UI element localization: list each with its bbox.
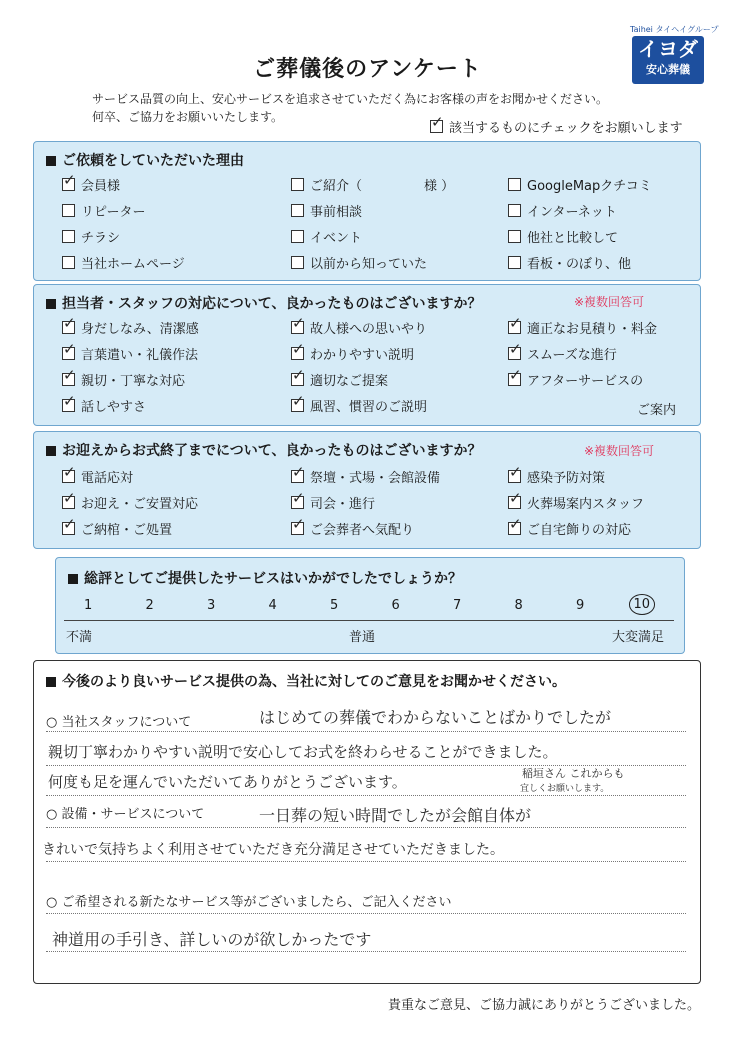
check-mark-icon: ✓ <box>509 366 522 384</box>
checkbox[interactable] <box>291 392 305 412</box>
checkbox[interactable] <box>508 489 522 509</box>
check-mark-icon: ✓ <box>292 463 305 481</box>
check-mark-icon: ✓ <box>292 392 305 410</box>
section-title: 今後のより良いサービス提供の為、当社に対してのご意見をお聞かせください。 <box>46 671 566 691</box>
intro-line-2: 何卒、ご協力をお願いいたします。 <box>92 110 284 124</box>
option-label: 看板・のぼり、他 <box>527 257 632 272</box>
option-continuation: ご案内 <box>637 403 677 418</box>
answer-rule <box>46 731 686 732</box>
option-item[interactable] <box>291 392 428 415</box>
option-item[interactable] <box>62 463 134 486</box>
question-new-services: ○ ご希望される新たなサービス等がございましたら、ご記入ください <box>46 895 452 910</box>
option-label: スムーズな進行 <box>527 348 617 363</box>
checkbox[interactable] <box>508 463 522 483</box>
option-item[interactable] <box>291 201 362 220</box>
answer-rule <box>46 827 686 828</box>
answer-rule <box>46 795 686 796</box>
option-label: 親切・丁寧な対応 <box>81 374 186 389</box>
check-mark-icon: ✓ <box>292 366 305 384</box>
question-facilities: ○ 設備・サービスについて <box>46 807 205 822</box>
option-label: 電話応対 <box>81 471 134 486</box>
option-label: 祭壇・式場・会館設備 <box>310 471 441 486</box>
option-label: アフターサービスの <box>527 374 644 389</box>
brand-logo-name: イヨダ <box>638 37 698 61</box>
option-label: 事前相談 <box>310 205 363 220</box>
answer-line: はじめての葬儀でわからないことばかりでしたが <box>259 708 612 727</box>
option-item[interactable] <box>62 314 199 337</box>
check-mark-icon: ✓ <box>431 113 444 131</box>
option-label: ご自宅飾りの対応 <box>527 523 632 538</box>
option-label: インターネット <box>527 205 617 220</box>
checkbox[interactable] <box>291 256 304 269</box>
option-item[interactable] <box>508 366 644 389</box>
multiple-answers-note: ※複数回答可 <box>584 444 655 458</box>
answer-rule <box>46 861 686 862</box>
option-item[interactable] <box>508 515 632 538</box>
option-item[interactable] <box>291 340 415 363</box>
question-staff: ○ 当社スタッフについて <box>46 715 192 730</box>
check-mark-icon: ✓ <box>63 340 76 358</box>
option-item[interactable] <box>62 171 121 194</box>
checkbox[interactable] <box>291 489 305 509</box>
check-mark-icon: ✓ <box>63 463 76 481</box>
option-item[interactable] <box>291 175 454 194</box>
checkbox[interactable] <box>62 230 75 243</box>
check-mark-icon: ✓ <box>292 489 305 507</box>
square-bullet-icon <box>46 446 56 456</box>
square-bullet-icon <box>46 156 56 166</box>
option-label: 当社ホームページ <box>81 257 185 272</box>
option-label: 司会・進行 <box>310 497 376 512</box>
option-item[interactable] <box>291 463 441 486</box>
check-mark-icon: ✓ <box>509 489 522 507</box>
answer-rule <box>46 951 686 952</box>
option-item[interactable] <box>62 227 120 246</box>
answer-line: きれいで気持ちよく利用させていただき充分満足させていただきました。 <box>42 842 504 858</box>
checkbox[interactable] <box>508 515 522 535</box>
option-label: 会員様 <box>81 179 121 194</box>
option-label: 言葉遣い・礼儀作法 <box>81 348 199 363</box>
check-mark-icon: ✓ <box>509 515 522 533</box>
section-comments <box>33 660 701 984</box>
section-request-reason <box>33 141 701 281</box>
checkbox[interactable] <box>508 204 521 217</box>
option-label: 風習、慣習のご説明 <box>310 400 428 415</box>
scale-number[interactable]: 9 <box>576 598 585 613</box>
checkbox[interactable] <box>291 515 305 535</box>
option-item[interactable] <box>508 227 618 246</box>
answer-rule <box>46 913 686 914</box>
checkbox[interactable] <box>62 366 76 386</box>
check-mark-icon: ✓ <box>63 515 76 533</box>
section-rating <box>55 557 685 654</box>
option-label: リピーター <box>81 205 146 220</box>
option-item[interactable] <box>508 489 645 512</box>
checkbox[interactable] <box>62 489 76 509</box>
checkbox[interactable] <box>62 171 76 191</box>
checkbox[interactable] <box>62 314 76 334</box>
option-label: お迎え・ご安置対応 <box>81 497 199 512</box>
checkbox[interactable] <box>62 463 76 483</box>
check-mark-icon: ✓ <box>292 340 305 358</box>
scale-high-label: 大変満足 <box>612 630 665 645</box>
option-item[interactable] <box>62 340 199 363</box>
option-label: チラシ <box>81 231 121 246</box>
section-title: 総評としてご提供したサービスはいかがでしたでしょうか？ <box>68 568 462 588</box>
check-mark-icon: ✓ <box>63 489 76 507</box>
scale-number[interactable]: 10 <box>629 594 656 615</box>
checkbox[interactable] <box>291 314 305 334</box>
option-label: 他社と比較して <box>527 231 619 246</box>
multiple-answers-note: ※複数回答可 <box>574 295 645 309</box>
option-label: わかりやすい説明 <box>310 348 415 363</box>
scale-number[interactable]: 7 <box>453 598 462 613</box>
check-instruction <box>430 113 683 136</box>
answer-line: 一日葬の短い時間でしたが会館自体が <box>259 806 532 825</box>
option-item[interactable] <box>62 201 145 220</box>
check-mark-icon: ✓ <box>509 314 522 332</box>
scale-line <box>64 620 674 621</box>
checkbox[interactable] <box>62 392 76 412</box>
check-instruction-text: 該当するものにチェックをお願いします <box>449 121 683 136</box>
option-label: 身だしなみ、清潔感 <box>81 322 199 337</box>
option-label: 適切なご提案 <box>310 374 389 389</box>
checkbox[interactable] <box>62 204 75 217</box>
option-label: 故人様への思いやり <box>310 322 428 337</box>
option-item[interactable] <box>508 175 652 194</box>
check-mark-icon: ✓ <box>292 515 305 533</box>
scale-number[interactable]: 4 <box>268 598 277 613</box>
scale-number[interactable]: 3 <box>207 598 216 613</box>
option-item[interactable] <box>508 463 606 486</box>
checkbox[interactable] <box>62 340 76 360</box>
option-item[interactable] <box>291 489 376 512</box>
checkbox[interactable] <box>508 340 522 360</box>
check-mark-icon: ✓ <box>63 392 76 410</box>
intro-line-1: サービス品質の向上、安心サービスを追求させていただく為にお客様の声をお聞かせください。 <box>92 92 609 106</box>
answer-line: 神道用の手引き、詳しいのが欲しかったです <box>52 930 372 949</box>
option-label: 適正なお見積り・料金 <box>527 322 658 337</box>
option-label: 火葬場案内スタッフ <box>527 497 645 512</box>
option-label: イベント <box>310 231 363 246</box>
brand-logo <box>632 36 704 84</box>
group-logo-text: Taihei タイヘイグループ <box>630 25 719 34</box>
brand-logo-sub: 安心葬儀 <box>646 63 690 76</box>
option-label: ご納棺・ご処置 <box>81 523 173 538</box>
check-mark-icon: ✓ <box>509 340 522 358</box>
option-label: 以前から知っていた <box>310 257 428 272</box>
option-item[interactable] <box>62 366 186 389</box>
sample-checkbox <box>430 113 444 133</box>
answer-note: 稲垣さん これからも <box>522 767 625 780</box>
square-bullet-icon <box>46 299 56 309</box>
checkbox[interactable] <box>291 340 305 360</box>
square-bullet-icon <box>46 677 56 687</box>
option-item[interactable] <box>291 366 389 389</box>
option-item[interactable] <box>508 253 631 272</box>
option-item[interactable] <box>291 515 415 538</box>
option-label: GoogleMapクチコミ <box>527 179 652 194</box>
scale-low-label: 不満 <box>66 630 93 645</box>
option-item[interactable] <box>62 392 147 415</box>
section-title: お迎えからお式終了までについて、良かったものはございますか？ <box>46 440 481 460</box>
checkbox[interactable] <box>508 178 521 191</box>
scale-number[interactable]: 5 <box>330 598 339 613</box>
section-staff-response <box>33 284 701 426</box>
checkbox[interactable] <box>508 256 521 269</box>
option-item[interactable] <box>508 201 617 220</box>
option-item[interactable] <box>508 340 617 363</box>
page-title: ご葬儀後のアンケート <box>253 57 482 82</box>
checkbox[interactable] <box>62 256 75 269</box>
scale-number[interactable]: 1 <box>84 598 93 613</box>
section-title: 担当者・スタッフの対応について、良かったものはございますか？ <box>46 293 481 313</box>
section-ceremony <box>33 431 701 549</box>
check-mark-icon: ✓ <box>292 314 305 332</box>
checkbox[interactable] <box>291 230 304 243</box>
check-mark-icon: ✓ <box>63 314 76 332</box>
check-mark-icon: ✓ <box>63 366 76 384</box>
checkbox[interactable] <box>291 366 305 386</box>
checkbox[interactable] <box>291 204 304 217</box>
option-label: 話しやすさ <box>81 400 147 415</box>
checkbox[interactable] <box>508 314 522 334</box>
footer-thanks: 貴重なご意見、ご協力誠にありがとうございました。 <box>387 998 700 1013</box>
checkbox[interactable] <box>291 463 305 483</box>
check-mark-icon: ✓ <box>63 171 76 189</box>
check-mark-icon: ✓ <box>509 463 522 481</box>
option-item[interactable] <box>291 253 427 272</box>
option-item[interactable] <box>62 253 185 272</box>
section-title: ご依頼をしていただいた理由 <box>46 150 244 170</box>
option-item[interactable] <box>291 314 428 337</box>
checkbox[interactable] <box>291 178 304 191</box>
option-label: ご会葬者へ気配り <box>310 523 415 538</box>
option-item[interactable] <box>62 515 173 538</box>
option-label: 感染予防対策 <box>527 471 606 486</box>
square-bullet-icon <box>68 574 78 584</box>
option-item[interactable] <box>62 489 199 512</box>
checkbox[interactable] <box>508 366 522 386</box>
answer-note: 宜しくお願いします。 <box>520 784 610 794</box>
scale-number[interactable]: 2 <box>145 598 154 613</box>
answer-line: 何度も足を運んでいただいてありがとうございます。 <box>48 773 407 791</box>
option-suffix: 様 ） <box>424 179 455 194</box>
scale-mid-label: 普通 <box>349 630 376 645</box>
checkbox[interactable] <box>62 515 76 535</box>
option-item[interactable] <box>291 227 362 246</box>
answer-line: 親切丁寧わかりやすい説明で安心してお式を終わらせることができました。 <box>48 743 558 761</box>
scale-number[interactable]: 6 <box>391 598 400 613</box>
option-label: ご紹介（ <box>310 179 363 194</box>
scale-number[interactable]: 8 <box>514 598 523 613</box>
option-item[interactable] <box>508 314 658 337</box>
checkbox[interactable] <box>508 230 521 243</box>
